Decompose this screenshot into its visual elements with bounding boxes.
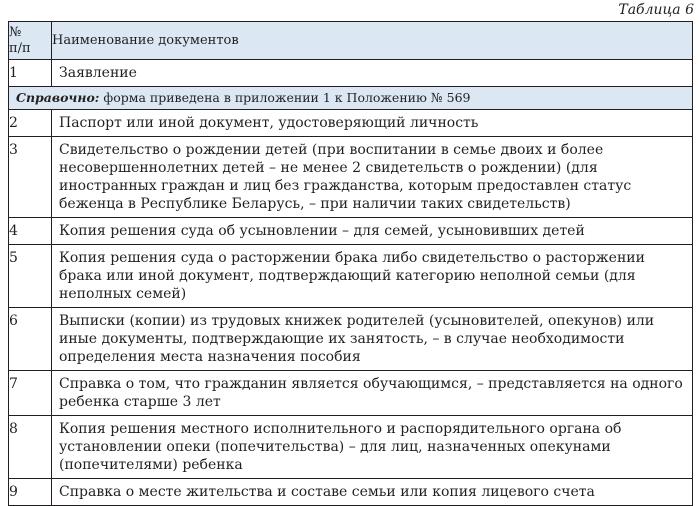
row-document-text: Справка о том, что гражданин является обучающимся, – представляется на одного ребенка старше 3 лет <box>59 376 683 410</box>
row-document-text: Свидетельство о рождении детей (при воспитании в семье двоих и более несовершеннолетних детей – не менее 2 свидетельств о рождении) (для иностранных граждан и лиц без гражданства, которым предоставлен статус беженца в Республике Беларусь, – при наличии таких свидетельств) <box>59 142 632 212</box>
row-document-name <box>52 245 693 308</box>
row-document-name <box>52 60 693 87</box>
row-number: 6 <box>9 308 52 371</box>
row-document-name <box>52 137 693 218</box>
header-number-cell <box>9 22 52 60</box>
row-number: 3 <box>9 137 52 218</box>
documents-table <box>8 21 693 506</box>
row-document-text: Справка о месте жительства и составе семьи или копия лицевого счета <box>59 484 595 500</box>
row-number: 2 <box>9 110 52 137</box>
row-document-text: Копия решения суда о расторжении брака либо свидетельство о расторжении брака или иной документ, подтверждающий категорию неполной семьи (для неполных семей) <box>59 250 645 302</box>
table-row <box>9 137 693 218</box>
row-document-name <box>52 416 693 479</box>
row-document-name <box>52 308 693 371</box>
reference-note-row <box>9 87 693 110</box>
table-row <box>9 308 693 371</box>
header-name-label: Наименование документов <box>52 32 239 48</box>
row-number: 5 <box>9 245 52 308</box>
row-number: 1 <box>9 60 52 87</box>
row-document-text: Заявление <box>59 65 137 81</box>
row-document-name <box>52 479 693 506</box>
table-row <box>9 218 693 245</box>
table-row <box>9 479 693 506</box>
table-caption: Таблица 6 <box>618 2 694 18</box>
reference-note-label: Справочно: <box>16 90 100 105</box>
row-document-text: Паспорт или иной документ, удостоверяющий личность <box>59 115 479 131</box>
row-document-name <box>52 218 693 245</box>
table-row <box>9 416 693 479</box>
reference-note <box>9 87 693 110</box>
row-number: 9 <box>9 479 52 506</box>
table-header-row <box>9 22 693 60</box>
table-row <box>9 60 693 87</box>
header-number-sign: № <box>9 24 22 40</box>
table-row <box>9 371 693 416</box>
header-name-cell <box>52 22 693 60</box>
row-document-name <box>52 371 693 416</box>
reference-note-text: форма приведена в приложении 1 к Положению № 569 <box>99 90 471 105</box>
table-row <box>9 245 693 308</box>
header-number-abbr: п/п <box>9 40 31 56</box>
table-row <box>9 110 693 137</box>
row-document-text: Копия решения местного исполнительного и распорядительного органа об установлении опеки (попечительства) – для лиц, назначенных опекунами (попечителями) ребенка <box>59 421 622 473</box>
row-document-name <box>52 110 693 137</box>
row-number: 4 <box>9 218 52 245</box>
row-number: 8 <box>9 416 52 479</box>
row-document-text: Выписки (копии) из трудовых книжек родителей (усыновителей, опекунов) или иные документы, подтверждающие их занятость, – в случае необходимости определения места назначения пособия <box>59 313 655 365</box>
row-document-text: Копия решения суда об усыновлении – для семей, усыновивших детей <box>59 223 585 239</box>
row-number: 7 <box>9 371 52 416</box>
